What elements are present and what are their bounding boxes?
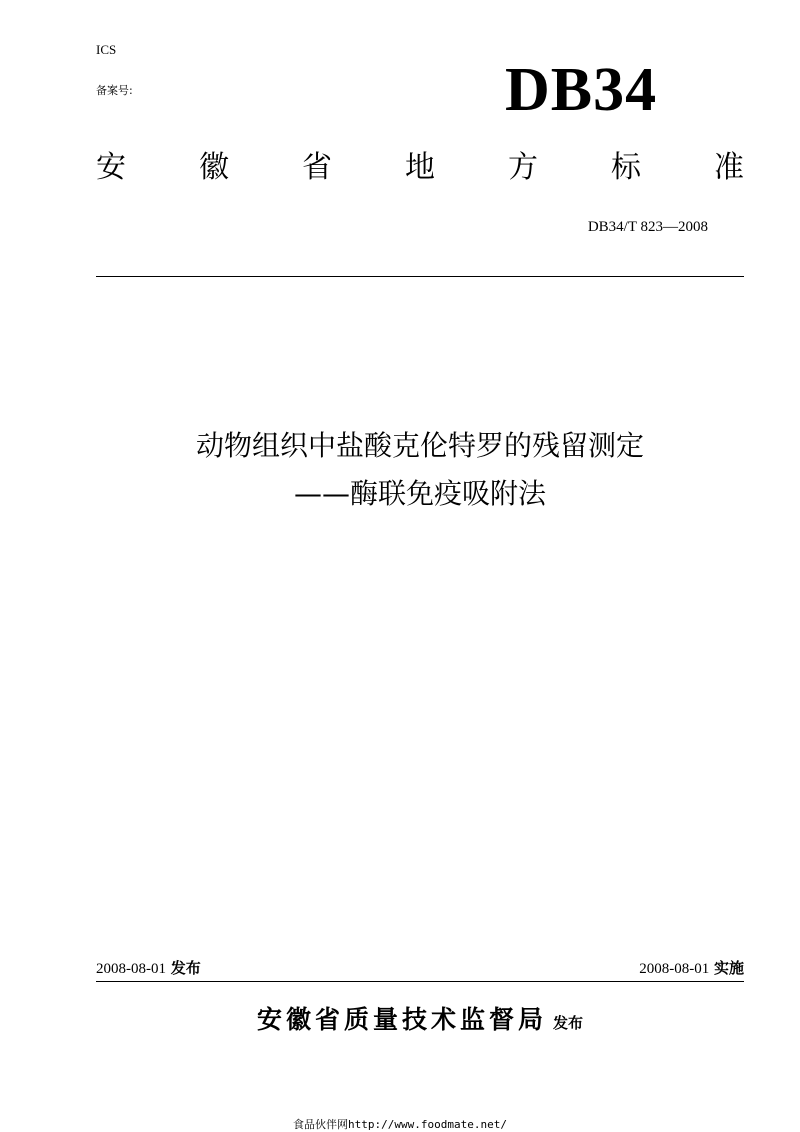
publish-date-group: [96, 958, 201, 979]
issuer-line: [96, 1000, 744, 1036]
category-char: 徽: [199, 150, 229, 185]
implement-date: 2008-08-01: [639, 961, 710, 977]
standard-code-logo: DB34: [505, 56, 658, 124]
category-char: 省: [302, 150, 332, 185]
category-char: 准: [714, 150, 744, 185]
category-char: 方: [508, 150, 538, 185]
document-title: 动物组织中盐酸克伦特罗的残留测定: [195, 429, 644, 462]
standard-number: DB34/T 823—2008: [587, 219, 708, 235]
implement-date-group: [639, 958, 744, 979]
document-subtitle: ——酶联免疫吸附法: [293, 477, 546, 510]
category-char: 标: [611, 150, 641, 185]
footer-watermark: [0, 1116, 800, 1132]
standard-category-heading: [96, 148, 744, 188]
publish-label: 发布: [170, 959, 201, 977]
footer-site-name: 食品伙伴网: [293, 1118, 349, 1131]
footer-url[interactable]: http://www.foodmate.net/: [348, 1118, 507, 1131]
category-char: 安: [96, 150, 126, 185]
header-divider: [96, 276, 744, 277]
category-char: 地: [405, 150, 435, 185]
ics-label: ICS: [96, 42, 117, 57]
issue-verb: 发布: [553, 1014, 584, 1032]
publish-date: 2008-08-01: [96, 961, 166, 977]
implement-label: 实施: [713, 959, 744, 977]
date-row: [96, 958, 744, 979]
record-number-label: 备案号:: [96, 84, 133, 97]
footer-divider: [96, 981, 744, 982]
issuing-authority: 安徽省质量技术监督局: [256, 1005, 547, 1034]
